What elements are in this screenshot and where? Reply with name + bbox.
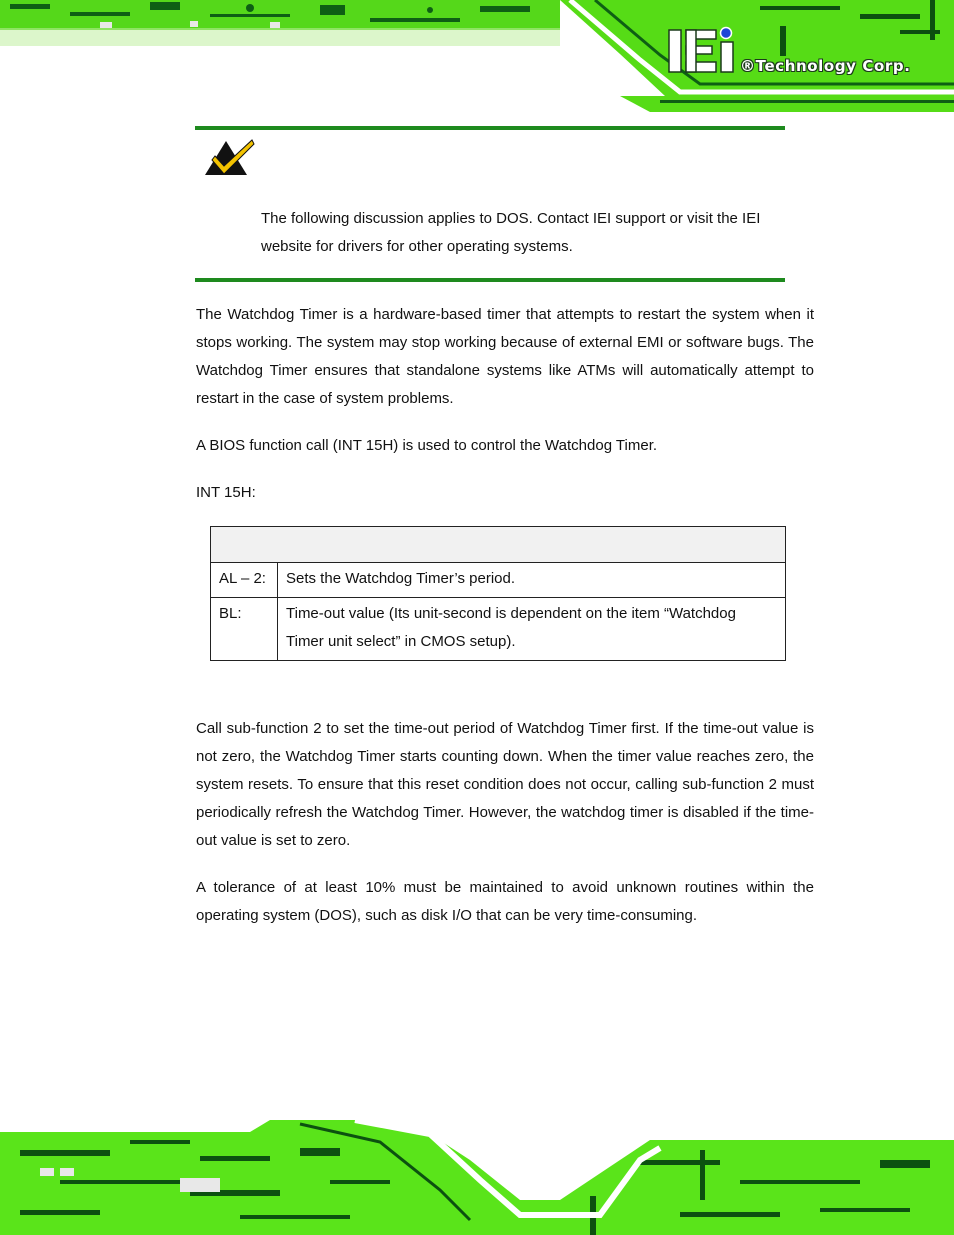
checkmark-note-icon xyxy=(204,136,256,178)
header-banner xyxy=(0,0,954,112)
register-cell: BL: xyxy=(211,598,278,661)
note-text: The following discussion applies to DOS. Contact IEI support or visit the IEI website for drivers for other operating systems. xyxy=(261,210,761,255)
int15h-table xyxy=(210,526,786,661)
table-row xyxy=(211,598,786,661)
paragraph-tolerance: A tolerance of at least 10% must be maintained to avoid unknown routines within the operating system (DOS), such as disk I/O that can be very time-consuming. xyxy=(196,879,814,924)
register-cell: AL – 2: xyxy=(211,563,278,598)
paragraph-watchdog-intro: The Watchdog Timer is a hardware-based timer that attempts to restart the system when it stops working. The system may stop working because of external EMI or software bugs. The Watchdog Timer ensures that standalone systems like ATMs will automatically attempt to restart in the case of system problems. xyxy=(196,306,814,407)
note-top-rule xyxy=(195,126,785,130)
iei-logo-icon xyxy=(666,24,736,76)
paragraph-bios-call: A BIOS function call (INT 15H) is used to control the Watchdog Timer. xyxy=(196,437,658,454)
table-header-cell xyxy=(211,527,786,563)
note-bottom-rule xyxy=(195,278,785,282)
description-cell: Time-out value (Its unit-second is dependent on the item “Watchdog Timer unit select” in CMOS setup). xyxy=(278,598,786,661)
paragraph-sub-function: Call sub-function 2 to set the time-out period of Watchdog Timer first. If the time-out value is not zero, the Watchdog Timer starts counting down. When the timer value reaches zero, the system resets. To ensure that this reset condition does not occur, calling sub-function 2 must periodically refresh the Watchdog Timer. However, the watchdog timer is disabled if the time-out value is set to zero. xyxy=(196,720,814,849)
brand-text: ®Technology Corp. xyxy=(740,57,911,75)
table-row xyxy=(211,563,786,598)
paragraph-int15h-label: INT 15H: xyxy=(196,484,256,501)
description-cell: Sets the Watchdog Timer’s period. xyxy=(278,563,786,598)
table-header-row xyxy=(211,527,786,563)
footer-banner xyxy=(0,1120,954,1235)
